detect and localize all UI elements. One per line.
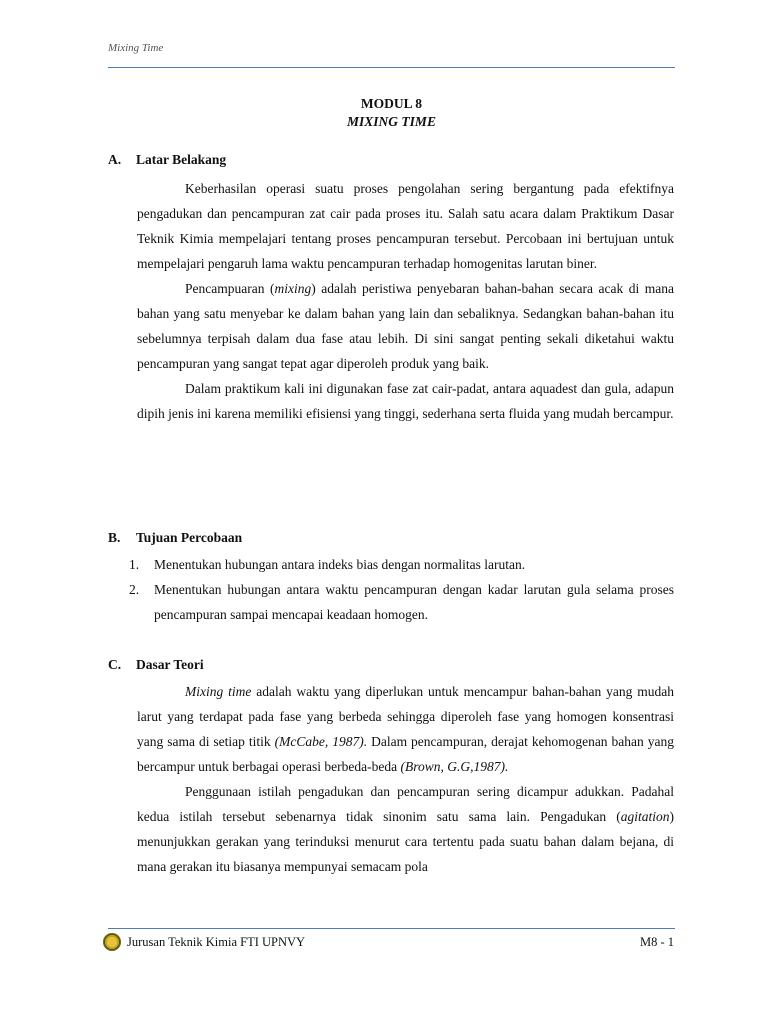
paragraph: Mixing time adalah waktu yang diperlukan untuk mencampur bahan-bahan yang mudah larut yang terdapat pada fase yang berbeda sehingga diperoleh fase yang homogen konsentrasi yang sama di setiap titik (McCabe, 1987). Dalam pencampuran, derajat kehomogenan bahan yang bercampur untuk berbagai operasi berbeda-beda (Brown, G.G,1987). xyxy=(137,684,674,774)
footer-rule xyxy=(108,928,675,929)
section-b-heading: B. Tujuan Percobaan xyxy=(108,530,243,545)
paragraph: Penggunaan istilah pengadukan dan pencampuran sering dicampur adukkan. Padahal kedua istilah tersebut sebenarnya tidak sinonim satu sama lain. Pengadukan (agitation) menunjukkan gerakan yang terinduksi menurut cara tertentu pada suatu bahan dalam bejana, di mana gerakan itu biasanya mempunyai semacam pola xyxy=(137,784,674,874)
section-a-body xyxy=(137,176,674,426)
header-rule xyxy=(108,67,675,68)
section-c-body xyxy=(137,679,674,879)
module-subtitle: MIXING TIME xyxy=(347,114,436,129)
list-item: 2. Menentukan hubungan antara waktu pencampuran dengan kadar larutan gula selama proses pencampuran sampai mencapai keadaan homogen. xyxy=(129,582,674,622)
module-number: MODUL 8 xyxy=(360,96,423,111)
section-a-heading: A. Latar Belakang xyxy=(108,152,227,167)
page-number: M8 - 1 xyxy=(639,935,674,949)
footer-department: Jurusan Teknik Kimia FTI UPNVY xyxy=(103,933,305,951)
module-title xyxy=(108,95,675,131)
paragraph: Dalam praktikum kali ini digunakan fase zat cair-padat, antara aquadest dan gula, adapun dipih jenis ini karena memiliki efisiensi yang tinggi, sederhana serta fluida yang mudah bercampur. xyxy=(137,381,674,421)
paragraph: Keberhasilan operasi suatu proses pengolahan sering bergantung pada efektifnya pengadukan dan pencampuran zat cair pada proses itu. Salah satu acara dalam Praktikum Dasar Teknik Kimia mempelajari tentang proses pencampuran tersebut. Percobaan ini bertujuan untuk mempelajari pengaruh lama waktu pencampuran terhadap homogenitas larutan biner. xyxy=(137,181,674,271)
list-item: 1. Menentukan hubungan antara indeks bias dengan normalitas larutan. xyxy=(129,557,526,572)
running-header: Mixing Time xyxy=(108,42,164,54)
paragraph: Pencampuaran (mixing) adalah peristiwa penyebaran bahan-bahan secara acak di mana bahan yang satu menyebar ke dalam bahan yang lain dan sebaliknya. Sedangkan bahan-bahan itu sebelumnya terpisah dalam dua fase atau lebih. Di sini sangat penting sekali diketahui waktu pencampuran yang sangat tepat agar diperoleh produk yang baik. xyxy=(137,281,674,371)
objectives-list xyxy=(129,552,674,627)
section-c-heading: C. Dasar Teori xyxy=(108,657,204,672)
university-logo-icon xyxy=(103,933,121,951)
